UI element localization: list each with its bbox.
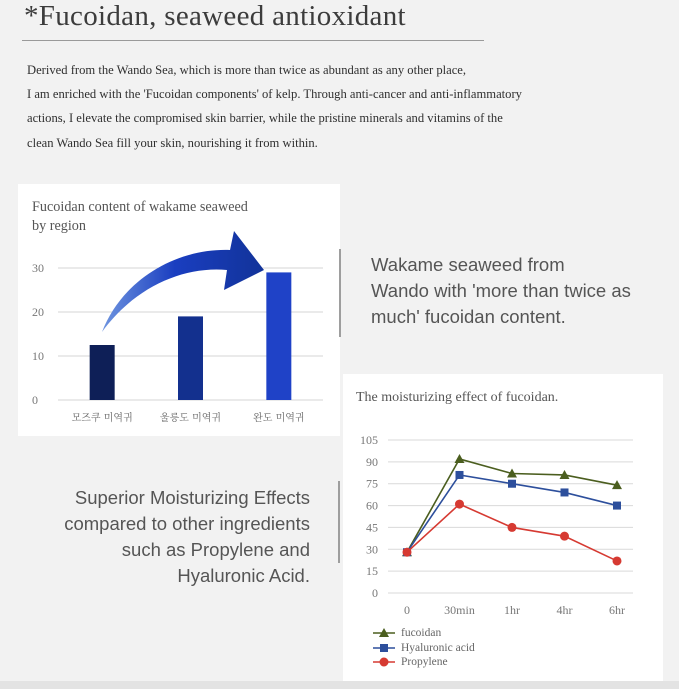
line-x-tick-label: 30min [444,603,475,617]
legend-item [373,626,475,641]
page-bottom-band [0,681,679,689]
line-x-tick-label: 4hr [556,603,573,617]
legend-swatch [373,656,395,668]
intro-line: Derived from the Wando Sea, which is more than twice as abundant as any other place, [27,63,467,77]
bar-y-tick-label: 30 [32,261,44,275]
bar-category-label: 울릉도 미역귀 [159,413,222,424]
line-y-tick-label: 30 [366,542,378,557]
legend-swatch [373,627,395,639]
series-point [455,500,464,509]
line-y-tick-label: 45 [366,520,378,535]
line-y-tick-label: 75 [366,476,378,491]
bar-y-tick-label: 0 [32,393,38,407]
callout-line: much' fucoidan content. [371,306,566,327]
title-underline [22,40,484,41]
callout-moisturizing [20,485,310,589]
series-point [508,480,516,488]
callout-line: Superior Moisturizing Effects [74,487,310,508]
legend-marker [380,644,388,652]
legend-label: Hyaluronic acid [401,641,475,654]
callout-line: Hyaluronic Acid. [177,565,310,586]
line-y-tick-label: 60 [366,498,378,513]
intro-line: actions, I elevate the compromised skin barrier, while the pristine minerals and vitamins of the [27,111,503,126]
callout-line: Wakame seaweed from [371,254,565,275]
line-chart-card [343,374,663,684]
series-line [407,504,617,561]
bar-category-label: 모즈쿠 미역귀 [71,413,133,424]
line-y-tick-label: 90 [366,454,378,469]
callout-divider [339,249,341,337]
callout-line: Wando with 'more than twice as [371,280,631,301]
intro-line: clean Wando Sea fill your skin, nourishing it from within. [27,135,318,150]
line-x-tick-label: 6hr [609,603,625,617]
bar [178,316,203,400]
line-x-tick-label: 1hr [504,603,520,617]
intro-paragraph [27,58,607,155]
series-point [508,523,517,532]
series-point [560,532,569,541]
series-point [403,548,412,557]
series-point [456,471,464,479]
line-y-tick-label: 15 [366,564,378,579]
bar-chart-card [18,184,340,436]
callout-line: compared to other ingredients [64,513,310,534]
legend-swatch [373,642,395,654]
legend-marker [380,658,389,667]
bar-category-label: 완도 미역귀 [253,413,305,424]
bar-y-tick-label: 20 [32,305,44,319]
legend-label: Propylene [401,656,448,669]
bar-y-tick-label: 10 [32,349,44,363]
callout-divider [338,481,340,563]
bar-chart-title: Fucoidan content of wakame seaweed by region [32,199,248,234]
series-point [613,556,622,565]
line-chart-legend [373,626,475,670]
legend-item [373,655,475,670]
series-point [613,502,621,510]
intro-line: I am enriched with the 'Fucoidan components' of kelp. Through anti-cancer and anti-inflammatory [27,87,522,102]
bar [266,272,291,400]
line-chart-title: The moisturizing effect of fucoidan. [356,390,559,405]
legend-label: fucoidan [401,627,442,640]
legend-item [373,641,475,656]
line-y-tick-label: 0 [372,586,378,600]
page-title: *Fucoidan, seaweed antioxidant [24,0,406,32]
line-y-tick-label: 105 [360,433,378,447]
callout-wakame [371,252,661,330]
bar [90,345,115,400]
callout-line: such as Propylene and [121,539,310,560]
series-point [455,454,465,463]
series-point [561,488,569,496]
line-x-tick-label: 0 [404,603,410,617]
